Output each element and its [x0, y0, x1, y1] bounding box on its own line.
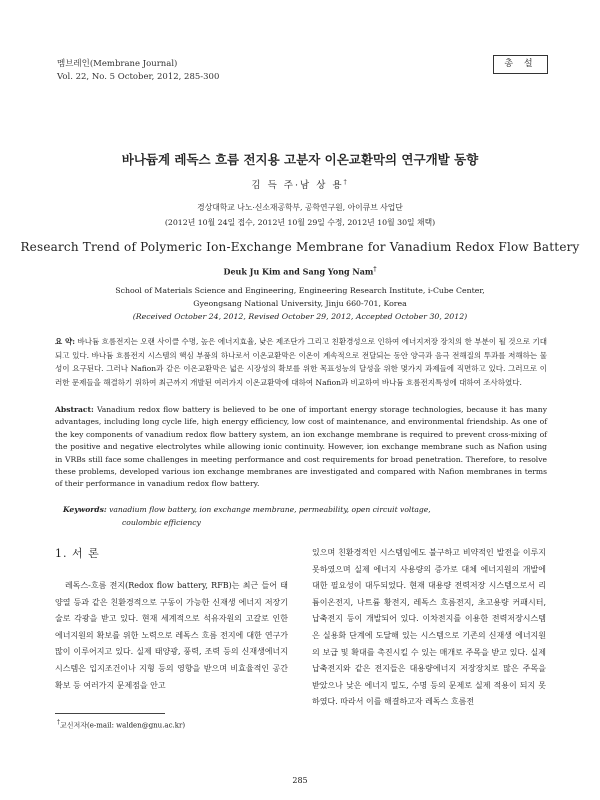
korean-title: 바나듐계 레독스 흐름 전지용 고분자 이온교환막의 연구개발 동향: [121, 152, 479, 167]
english-affiliation-line-2: Gyeongsang National University, Jinju 660-701, Korea: [193, 299, 407, 308]
korean-abstract: [55, 335, 547, 389]
korean-corresponding-mark: †: [343, 178, 349, 186]
journal-name: 멤브레인(Membrane Journal): [57, 59, 178, 69]
english-affiliation: [0, 284, 600, 323]
footnote-divider: [55, 713, 165, 714]
korean-abstract-label: 요 약:: [55, 337, 75, 346]
journal-header: [57, 58, 219, 84]
english-abstract-label: Abstract:: [55, 405, 94, 414]
page-number: 285: [292, 776, 308, 785]
footnote-text: 교신저자(e-mail: walden@gnu.ac.kr): [60, 721, 186, 730]
english-abstract-text: Vanadium redox flow battery is believed to be one of important energy storage technologies, because it has many advantages, including long cycle life, high energy efficiency, low cost of maintenance, and environmental friendship. As one of the key components of vanadium redox flow battery system, an ion exchange membrane is required to prevent cross-mixing of the positive and negative electrolytes while allowing ionic continuity. However, ion exchange membrane such as Nafion using in VRBs still face some challenges in meeting performance and cost requirements for broad penetration. Therefore, to resolve these problems, developed various ion exchange membranes are investigated and compared with Nafion membranes in terms of their performance in vanadium redox flow battery.: [55, 405, 547, 489]
korean-affiliation-line: 경상대학교 나노·신소재공학부, 공학연구원, 아이큐브 사업단: [197, 203, 403, 212]
footnote-mark: †: [57, 719, 60, 726]
korean-abstract-text: 바나듐 흐름전지는 오랜 사이클 수명, 높은 에너지효율, 낮은 제조단가 그리고 친환경성으로 인하여 에너지저장 장치의 한 부분이 될 것으로 기대되고 있다. 바나듐 흐름전지 시스템의 핵심 부품의 하나로서 이온교환막은 이온이 계속적으로 전달되는 동안 양극과 음극 전해질의 투과를 저해하는 물성이 요구된다. 그러나 Nafion과 같은 이온교환막은 넓은 시장성의 확보를 위한 목표성능의 달성을 위한 몇가지 과제들에 직면하고 있다. 그러므로 이러한 문제들을 해결하기 위하여 최근까지 개발된 여러가지 이온교환막에 대하여 Nafion과 비교하여 바나듐 흐름전지특성에 대하여 조사하였다.: [55, 337, 547, 387]
footnote: [57, 719, 185, 730]
body-column-left: 레독스-흐름 전지(Redox flow battery, RFB)는 최근 들어 태양열 등과 같은 친환경적으로 구동이 가능한 신재생 에너지 저장기술로 각광을 받고 있다. 현재 세계적으로 석유자원의 고갈로 인한 에너지원의 확보를 위한 노력으로 레독스 흐름 전지에 대한 연구가 많이 이루어지고 있다. 실제 태양광, 풍력, 조력 등의 신재생에너지시스템은 입지조건이나 지형 등의 영향을 받으며 비효율적인 공간 확보 등 여러가지 문제점을 안고: [55, 581, 288, 690]
journal-issue: Vol. 22, No. 5 October, 2012, 285-300: [57, 72, 220, 82]
section-heading: 1. 서 론: [55, 547, 100, 560]
english-author-names: Deuk Ju Kim and Sang Yong Nam: [223, 266, 374, 277]
body-column-right: 있으며 친환경적인 시스템임에도 불구하고 비약적인 발전을 이루지 못하였으며 실제 에너지 사용량의 증가로 대체 에너지원의 개발에 대한 필요성이 대두되었다. 현재 대용량 전력저장 시스템으로서 리튬이온전지, 나트륨 황전지, 레독스 흐름전지, 초고용량 커패시터, 납축전지 등이 개발되어 있다. 이차전지를 이용한 전력저장시스템은 실용화 단계에 도달해 있는 시스템으로 기존의 신재생 에너지원의 보급 및 확대를 촉진시킬 수 있는 매개로 주목을 받고 있다. 실제 납축전지와 같은 전지들은 대용량에너지 저장장치로 많은 주목을 받았으나 낮은 에너지 밀도, 수명 등의 문제로 실제 적용이 되지 못하였다. 따라서 이를 해결하고자 레독스 흐름전: [312, 548, 546, 707]
english-title: Research Trend of Polymeric Ion-Exchange Membrane for Vanadium Redox Flow Battery: [20, 240, 580, 254]
korean-affiliation: [0, 200, 600, 230]
keywords-line-1: vanadium flow battery, ion exchange membrane, permeability, open circuit voltage,: [109, 505, 431, 514]
keywords-line-2: coulombic efficiency: [122, 517, 201, 527]
english-authors: [0, 266, 600, 277]
korean-dates-line: (2012년 10월 24일 접수, 2012년 10월 29일 수정, 2012년 10월 30일 채택): [164, 218, 436, 227]
english-abstract: [55, 404, 547, 491]
korean-author-names: 김 득 주·남 상 용: [251, 180, 344, 191]
keywords: [63, 504, 543, 529]
korean-authors: [0, 177, 600, 191]
keywords-label: Keywords:: [63, 505, 107, 514]
english-affiliation-line-1: School of Materials Science and Engineering, Engineering Research Institute, i-Cube Center,: [115, 286, 485, 295]
english-corresponding-mark: †: [373, 266, 377, 273]
english-dates-line: (Received October 24, 2012, Revised October 29, 2012, Accepted October 30, 2012): [132, 312, 468, 321]
article-type-badge: 총 설: [493, 55, 548, 74]
